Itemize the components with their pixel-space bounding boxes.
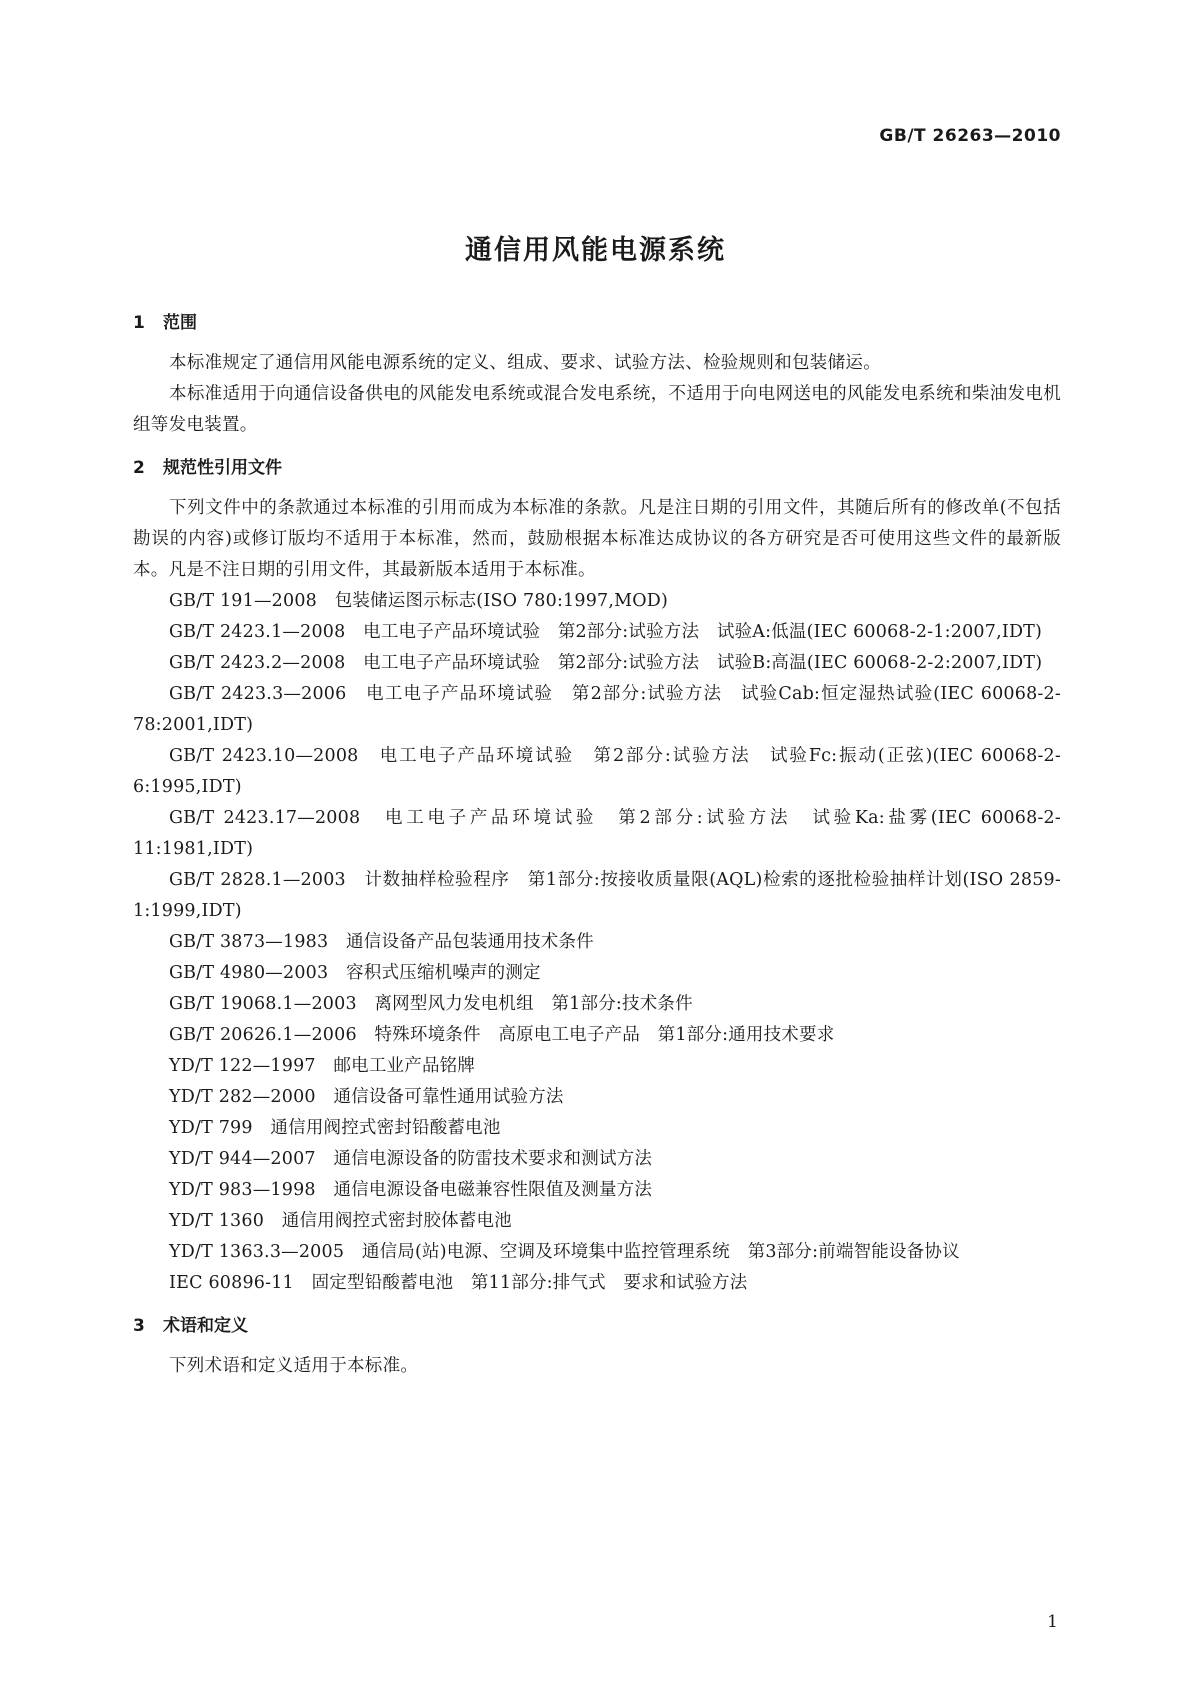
reference-list [133, 586, 1061, 1299]
standard-number: GB/T 26263—2010 [879, 126, 1061, 146]
reference-item: GB/T 4980—2003 容积式压缩机噪声的测定 [169, 963, 541, 983]
reference-item: GB/T 2423.2—2008 电工电子产品环境试验 第2部分:试验方法 试验B:高温(IEC 60068-2-2:2007,IDT) [169, 653, 1043, 673]
document-title: 通信用风能电源系统 [465, 235, 726, 266]
reference-item: YD/T 1360 通信用阀控式密封胶体蓄电池 [169, 1211, 512, 1231]
reference-item: GB/T 2423.17—2008 电工电子产品环境试验 第2部分:试验方法 试验Ka:盐雾(IEC 60068-2-11:1981,IDT) [133, 808, 1061, 859]
paragraph: 下列文件中的条款通过本标准的引用而成为本标准的条款。凡是注日期的引用文件，其随后所有的修改单(不包括勘误的内容)或修订版均不适用于本标准，然而，鼓励根据本标准达成协议的各方研究是否可使用这些文件的最新版本。凡是不注日期的引用文件，其最新版本适用于本标准。 [133, 498, 1061, 580]
reference-item: GB/T 19068.1—2003 离网型风力发电机组 第1部分:技术条件 [169, 994, 693, 1014]
reference-item: YD/T 282—2000 通信设备可靠性通用试验方法 [169, 1087, 564, 1107]
reference-item: GB/T 191—2008 包装储运图示标志(ISO 780:1997,MOD) [169, 591, 669, 611]
page-number: 1 [1047, 1612, 1058, 1632]
section-title: 范围 [163, 313, 197, 333]
reference-item: IEC 60896-11 固定型铅酸蓄电池 第11部分:排气式 要求和试验方法 [169, 1273, 748, 1293]
reference-item: GB/T 2423.1—2008 电工电子产品环境试验 第2部分:试验方法 试验A:低温(IEC 60068-2-1:2007,IDT) [169, 622, 1043, 642]
section-heading-3 [133, 1309, 1061, 1343]
reference-item: YD/T 944—2007 通信电源设备的防雷技术要求和测试方法 [169, 1149, 653, 1169]
reference-item: GB/T 2423.3—2006 电工电子产品环境试验 第2部分:试验方法 试验Cab:恒定湿热试验(IEC 60068-2-78:2001,IDT) [133, 684, 1061, 735]
section-title: 术语和定义 [163, 1316, 248, 1336]
document-body [133, 313, 1061, 1382]
section-number: 2 [133, 458, 145, 478]
section-number: 1 [133, 313, 145, 333]
section-title: 规范性引用文件 [163, 458, 282, 478]
reference-item: YD/T 122—1997 邮电工业产品铭牌 [169, 1056, 476, 1076]
paragraph: 本标准规定了通信用风能电源系统的定义、组成、要求、试验方法、检验规则和包装储运。 [169, 353, 881, 373]
paragraph: 下列术语和定义适用于本标准。 [169, 1356, 419, 1376]
reference-item: GB/T 20626.1—2006 特殊环境条件 高原电工电子产品 第1部分:通用技术要求 [169, 1025, 835, 1045]
section-number: 3 [133, 1316, 145, 1336]
reference-item: YD/T 1363.3—2005 通信局(站)电源、空调及环境集中监控管理系统 第3部分:前端智能设备协议 [169, 1242, 960, 1262]
section-heading-2 [133, 451, 1061, 485]
reference-item: GB/T 2423.10—2008 电工电子产品环境试验 第2部分:试验方法 试验Fc:振动(正弦)(IEC 60068-2-6:1995,IDT) [133, 746, 1061, 797]
reference-item: GB/T 2828.1—2003 计数抽样检验程序 第1部分:按接收质量限(AQL)检索的逐批检验抽样计划(ISO 2859-1:1999,IDT) [133, 870, 1061, 921]
reference-item: YD/T 983—1998 通信电源设备电磁兼容性限值及测量方法 [169, 1180, 653, 1200]
paragraph: 本标准适用于向通信设备供电的风能发电系统或混合发电系统，不适用于向电网送电的风能发电系统和柴油发电机组等发电装置。 [133, 384, 1061, 435]
reference-item: GB/T 3873—1983 通信设备产品包装通用技术条件 [169, 932, 594, 952]
section-heading-1 [133, 306, 1061, 340]
reference-item: YD/T 799 通信用阀控式密封铅酸蓄电池 [169, 1118, 501, 1138]
